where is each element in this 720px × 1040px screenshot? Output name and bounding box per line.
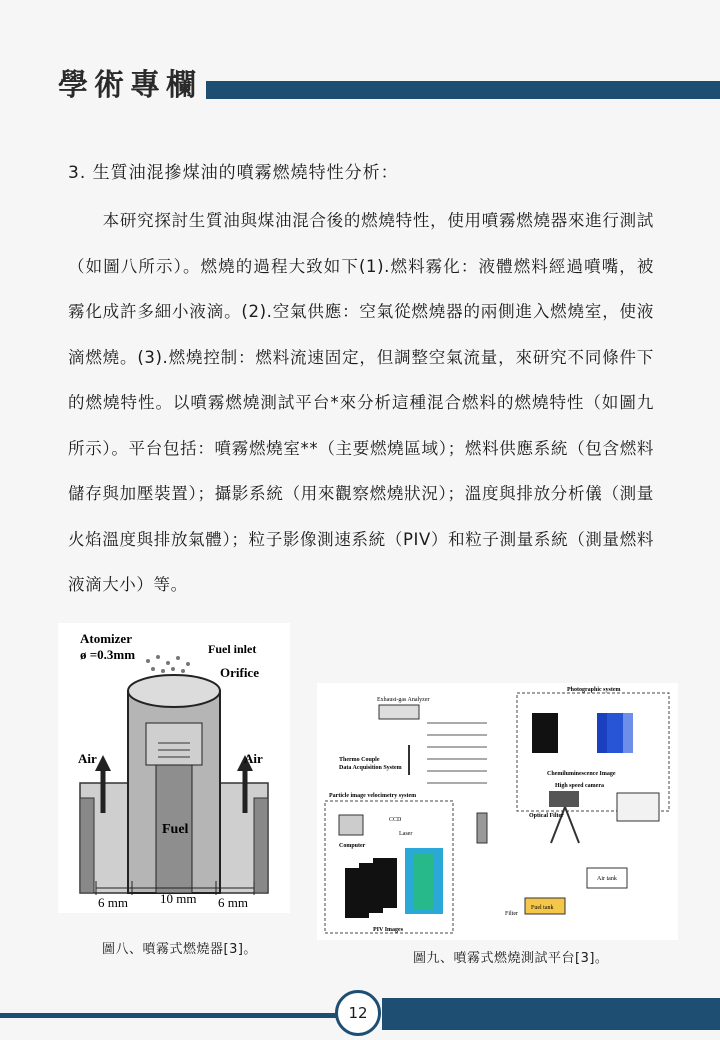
- label-atomizer: Atomizer: [80, 631, 132, 646]
- label-fuel-inlet: Fuel inlet: [208, 642, 257, 656]
- label-camera: High speed camera: [555, 783, 604, 789]
- figure-9-caption: 圖九、噴霧式燃燒測試平台[3]。: [413, 951, 609, 966]
- label-air-tank: Air tank: [597, 876, 617, 882]
- label-diameter: ø =0.3mm: [80, 647, 136, 662]
- paragraph-text: 本研究探討生質油與煤油混合後的燃燒特性，使用噴霧燃燒器來進行測試（如圖八所示）。燃燒的過程大致如下(1).燃料霧化：液體燃料經過噴嘴，被霧化成許多細小液滴。(2).空氣供應：空氣從燃燒器的兩側進入燃燒室，使液滴燃燒。(3).燃燒控制：燃料流速固定，但調整空氣流量，來研究不同條件下的燃燒特性。以噴霧燃燒測試平台*來分析這種混合燃料的燃燒特性（如圖九所示）。平台包括：噴霧燃燒室**（主要燃燒區域）；燃料供應系統（包含燃料儲存與加壓裝置）；攝影系統（用來觀察燃燒狀況）；溫度與排放分析儀（測量火焰溫度與排放氣體）；粒子影像測速系統（PIV）和粒子測量系統（測量燃料液滴大小）等。: [68, 211, 654, 594]
- column-title: 學術專欄: [58, 68, 202, 103]
- label-daq: Data Acquisition System: [339, 765, 402, 771]
- label-ccd: CCD: [389, 817, 402, 823]
- label-dim-mid: 10 mm: [160, 891, 197, 906]
- body-paragraph: [68, 198, 654, 608]
- label-exhaust: Exhaust-gas Analyzer: [377, 697, 430, 703]
- label-laser: Laser: [399, 831, 413, 837]
- label-fuel-tank: Fuel tank: [531, 905, 554, 911]
- label-computer: Computer: [339, 843, 366, 849]
- label-orifice: Orifice: [220, 665, 259, 680]
- label-dim-left: 6 mm: [98, 895, 128, 910]
- label-photo-system: Photographic system: [567, 687, 621, 693]
- page-number: 12: [335, 990, 381, 1036]
- label-dim-right: 6 mm: [218, 895, 248, 910]
- label-fuel: Fuel: [162, 822, 189, 837]
- label-piv-images: PIV Images: [373, 927, 404, 933]
- label-filter: Filter: [505, 911, 518, 917]
- label-piv-system: Particle image velocimetry system: [329, 793, 417, 799]
- footer-bar-left: [0, 1013, 337, 1018]
- figure-8-burner: [58, 623, 290, 913]
- footer-bar-right: [382, 998, 720, 1030]
- label-air-right: Air: [244, 751, 263, 766]
- header-bar: [206, 81, 720, 99]
- figure-8-caption: 圖八、噴霧式燃燒器[3]。: [102, 942, 257, 957]
- label-filter-opt: Optical Filter: [529, 813, 564, 819]
- figure-9-platform: [317, 683, 678, 940]
- section-heading: 3. 生質油混摻煤油的噴霧燃燒特性分析：: [68, 163, 399, 183]
- label-chemi: Chemiluminescence Image: [547, 771, 616, 777]
- label-air-left: Air: [78, 751, 97, 766]
- label-thermo: Thermo Couple: [339, 757, 380, 763]
